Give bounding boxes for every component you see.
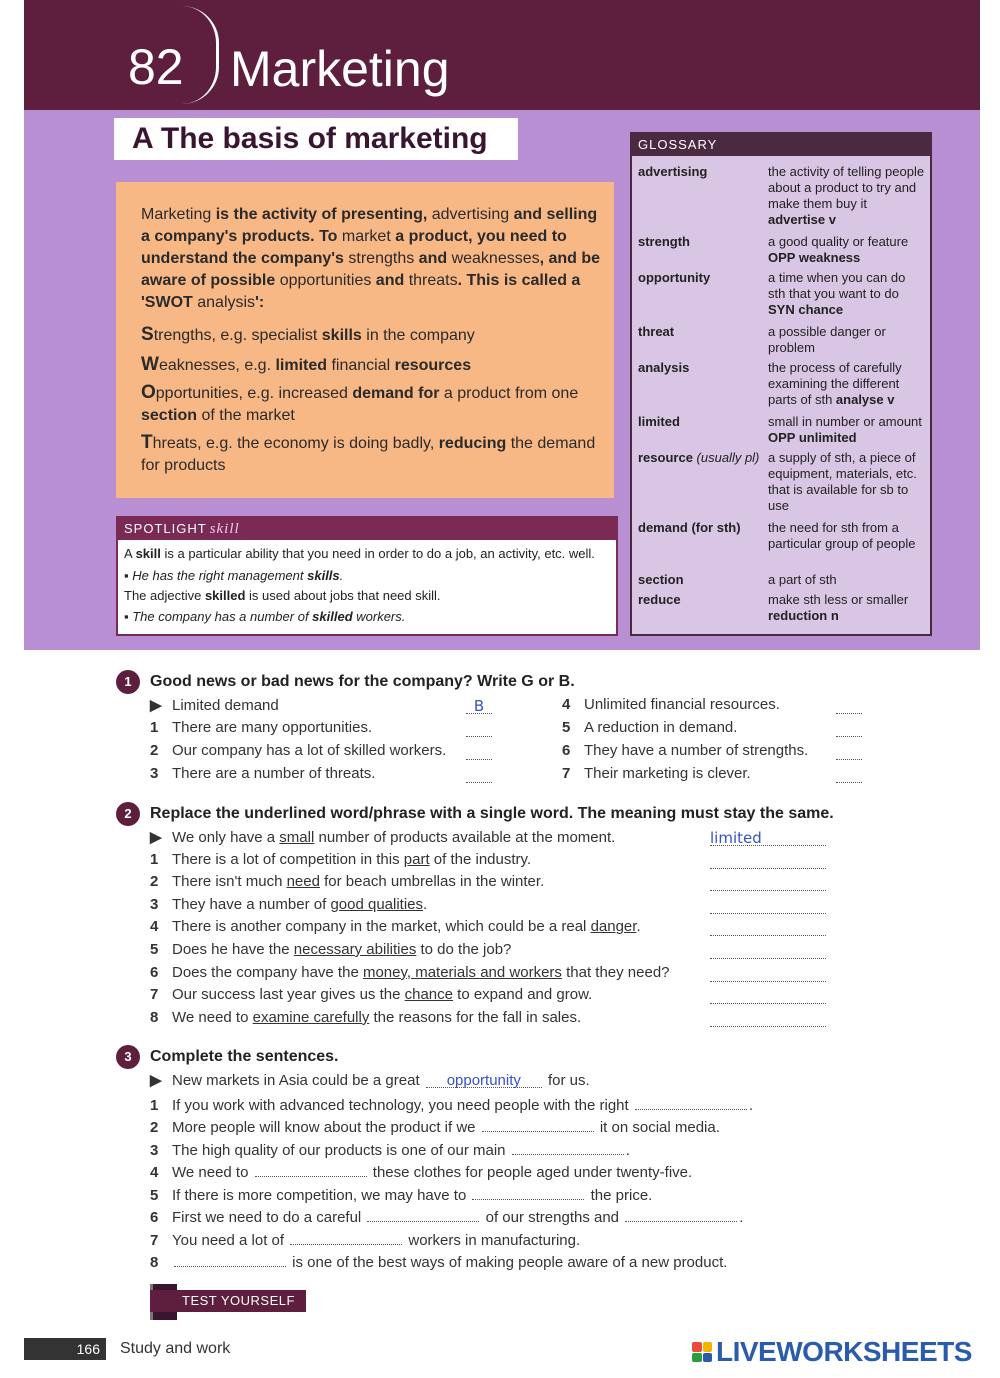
- item-number: 1: [150, 850, 159, 868]
- ex1-item: [150, 719, 372, 736]
- item-text: They have a number of strengths.: [584, 742, 809, 759]
- spotlight-text: The adjective: [124, 588, 205, 603]
- item-text: A reduction in demand.: [584, 719, 738, 736]
- ex1-answer-field[interactable]: [836, 720, 862, 737]
- glossary-definition: [768, 450, 926, 514]
- ex2-answer-field[interactable]: [710, 897, 826, 914]
- bullet-icon: ▪: [124, 609, 133, 624]
- item-number: 6: [562, 742, 571, 759]
- glossary-term-word: advertising: [638, 164, 708, 179]
- swot-text: section: [141, 407, 198, 424]
- ex2-item: [150, 851, 531, 868]
- ex3-item: [150, 1206, 743, 1226]
- item-text: We need to: [172, 1164, 253, 1181]
- ex3-answer-field[interactable]: [635, 1094, 747, 1110]
- item-text: There isn't much: [172, 873, 287, 891]
- swot-text: resources: [394, 357, 472, 374]
- underlined-phrase: need: [286, 873, 320, 891]
- glossary-definition-text: the activity of telling people about a product to try and make them buy it: [768, 164, 925, 211]
- item-text: There is another company in the market, which could be a real: [172, 918, 591, 936]
- ex1-answer-field[interactable]: [466, 720, 492, 737]
- item-text: There are many opportunities.: [172, 719, 373, 736]
- underlined-phrase: money, materials and workers: [362, 963, 562, 981]
- item-number: 1: [150, 1096, 159, 1114]
- swot-text: hreats, e.g. the economy is doing badly,: [152, 435, 439, 452]
- item-text: for beach umbrellas in the winter.: [319, 873, 545, 891]
- item-text: workers in manufacturing.: [404, 1231, 581, 1249]
- ex1-item: [150, 765, 375, 782]
- spotlight-example-1: [124, 568, 612, 583]
- glossary-definition: [768, 572, 926, 588]
- intro-text: weaknesses: [451, 250, 540, 267]
- swot-text: financial: [327, 357, 395, 374]
- underlined-phrase: chance: [404, 986, 453, 1004]
- glossary-definition-text: a supply of sth, a piece of equipment, materials, etc. that is available for sb to use: [768, 450, 917, 513]
- swot-letter: W: [141, 354, 159, 375]
- spotlight-text: The company has a number of: [132, 609, 313, 624]
- glossary-term-word: resource: [638, 450, 693, 465]
- swot-letter: O: [141, 382, 156, 403]
- item-text: If there is more competition, we may have to: [172, 1186, 471, 1204]
- ex3-answer-field[interactable]: [290, 1229, 402, 1245]
- ex1-item: [562, 696, 780, 713]
- item-text: of our strengths and: [481, 1209, 624, 1226]
- intro-text: strengths: [348, 250, 415, 267]
- item-number: 8: [150, 1254, 159, 1271]
- ex3-answer-field[interactable]: [512, 1139, 624, 1155]
- spotlight-text: workers.: [352, 609, 406, 624]
- intro-box: [116, 182, 614, 498]
- intro-text: and selling a company's products. To: [141, 206, 598, 245]
- ex1-answer-field[interactable]: [836, 743, 862, 760]
- item-number: 2: [150, 873, 159, 891]
- glossary-term-word: demand (for sth): [638, 520, 741, 535]
- glossary-definition: [768, 592, 926, 624]
- glossary-term: [638, 572, 768, 588]
- exercise-2-title: Replace the underlined word/phrase with a single word. The meaning must stay the same.: [150, 805, 834, 822]
- item-text: More people will know about the product if we: [172, 1119, 480, 1136]
- unit-title: Marketing: [230, 41, 450, 97]
- item-text: is one of the best ways of making people aware of a new product.: [288, 1254, 728, 1271]
- intro-text: a product, you need to understand the company's: [141, 228, 567, 267]
- ex2-answer-field[interactable]: [710, 942, 826, 959]
- item-number: ▶: [150, 829, 162, 846]
- glossary-definition: [768, 414, 926, 446]
- spotlight-text: skill: [135, 546, 161, 561]
- unit-number: 82: [128, 39, 184, 95]
- glossary-term-word: analysis: [638, 360, 690, 375]
- intro-text: Marketing: [141, 206, 212, 223]
- ex1-answer-field[interactable]: [466, 766, 492, 783]
- section-a-heading: A The basis of marketing: [114, 118, 518, 160]
- spotlight-text: skilled: [312, 609, 353, 624]
- ex3-answer-field[interactable]: [174, 1251, 286, 1267]
- ex3-answer-field[interactable]: [482, 1116, 594, 1132]
- item-number: 7: [150, 1231, 159, 1249]
- item-number: 4: [562, 696, 571, 713]
- spotlight-text: is a particular ability that you need in order to do a job, an activity, etc. well.: [160, 546, 595, 561]
- glossary-term: [638, 520, 768, 536]
- item-text: .: [423, 895, 428, 913]
- ex2-answer-field[interactable]: [710, 965, 826, 982]
- ex1-answer-field[interactable]: B: [466, 697, 492, 714]
- item-text: We only have a: [172, 829, 280, 846]
- ex2-answer-field[interactable]: [710, 852, 826, 869]
- intro-text: ':: [255, 294, 265, 311]
- glossary-definition: [768, 520, 926, 552]
- glossary-definition: [768, 164, 926, 228]
- page-number: 166: [24, 1338, 106, 1360]
- ex2-item: [150, 896, 427, 913]
- glossary-term: [638, 360, 768, 376]
- exercise-3-number: 3: [116, 1045, 140, 1069]
- glossary-term-word: reduce: [638, 592, 681, 607]
- ex2-item: [150, 1009, 581, 1026]
- intro-paragraph: [141, 204, 601, 314]
- spotlight-adjective-note: [124, 588, 612, 603]
- ex3-answer-field[interactable]: [367, 1206, 479, 1222]
- glossary-term-word: limited: [638, 414, 680, 429]
- intro-text: market: [341, 228, 391, 245]
- test-yourself-button[interactable]: TEST YOURSELF: [150, 1290, 306, 1312]
- item-number: 1: [150, 719, 159, 736]
- glossary-term: [638, 324, 768, 340]
- intro-text: analysis: [197, 294, 256, 311]
- item-number: 3: [150, 1141, 159, 1159]
- intro-text: . This is called a 'SWOT: [141, 272, 581, 311]
- glossary-term: [638, 592, 768, 608]
- spotlight-text: .: [339, 568, 344, 583]
- swot-letter: S: [141, 324, 154, 345]
- item-text: First we need to do a careful: [172, 1209, 366, 1226]
- item-number: 5: [562, 719, 571, 736]
- glossary-term-word: section: [638, 572, 684, 587]
- intro-text: advertising: [431, 206, 510, 223]
- exercise-1-number: 1: [116, 670, 140, 694]
- underlined-phrase: part: [403, 850, 430, 868]
- glossary-header: GLOSSARY: [632, 134, 930, 156]
- ex3-item: [150, 1094, 753, 1114]
- glossary-related-word: reduction n: [768, 608, 839, 623]
- swot-text: of the market: [197, 407, 295, 424]
- exercise-1-title: Good news or bad news for the company? Write G or B.: [150, 673, 575, 690]
- exercise-3-title: Complete the sentences.: [150, 1048, 339, 1065]
- ex1-item: [562, 742, 808, 759]
- ex2-answer-field[interactable]: [710, 987, 826, 1004]
- ex2-item: [150, 986, 592, 1003]
- swot-text: reducing: [438, 435, 507, 452]
- bullet-icon: ▪: [124, 568, 133, 583]
- swot-text: eaknesses, e.g.: [158, 357, 276, 374]
- glossary-definition-text: make sth less or smaller: [768, 592, 909, 607]
- item-text: Does the company have the: [172, 963, 363, 981]
- glossary-related-word: SYN chance: [768, 302, 844, 317]
- item-text: .: [625, 1141, 630, 1159]
- item-text: We need to: [172, 1008, 253, 1026]
- swot-text: in the company: [361, 327, 475, 344]
- item-number: 3: [150, 765, 159, 782]
- glossary-definition-text: the need for sth from a particular group of people: [768, 520, 916, 551]
- item-number: 7: [562, 765, 571, 782]
- item-text: Our company has a lot of skilled workers.: [172, 742, 447, 759]
- ex1-answer-field[interactable]: [836, 766, 862, 783]
- ex2-item: [150, 941, 511, 958]
- item-number: 3: [150, 895, 159, 913]
- spotlight-text: skilled: [204, 588, 246, 603]
- ex1-item: [562, 719, 737, 736]
- underlined-phrase: small: [279, 829, 315, 846]
- underlined-phrase: examine carefully: [252, 1008, 370, 1026]
- glossary-definition-text: a possible danger or problem: [768, 324, 886, 355]
- item-text: it on social media.: [595, 1119, 720, 1136]
- swot-text: trengths, e.g. specialist: [153, 327, 322, 344]
- item-text: There is a lot of competition in this: [172, 850, 404, 868]
- item-text: the reasons for the fall in sales.: [369, 1008, 582, 1026]
- glossary-definition: [768, 324, 926, 356]
- item-text: .: [636, 918, 641, 936]
- ex1-item: [562, 765, 751, 782]
- glossary-term-word: opportunity: [638, 270, 711, 285]
- glossary-related-word: OPP unlimited: [768, 430, 857, 445]
- ex3-item: [150, 1251, 727, 1271]
- ex1-item: [150, 696, 279, 714]
- swot-letter: T: [141, 432, 153, 453]
- ex1-answer-field[interactable]: [466, 743, 492, 760]
- swot-item: [141, 432, 601, 477]
- glossary-term-word: threat: [638, 324, 675, 339]
- footer-section: Study and work: [120, 1340, 231, 1357]
- spotlight-text: is used about jobs that need skill.: [245, 588, 441, 603]
- ex3-item: [150, 1184, 652, 1204]
- item-text: Does he have the: [172, 941, 294, 958]
- intro-text: opportunities: [279, 272, 372, 289]
- ex2-item: [150, 918, 641, 935]
- glossary-related-word: advertise v: [768, 212, 836, 227]
- intro-text: and: [371, 272, 409, 289]
- ex3-item: [150, 1161, 692, 1181]
- item-number: 6: [150, 1209, 159, 1226]
- glossary-term: [638, 164, 768, 180]
- glossary-term: [638, 234, 768, 250]
- spotlight-example-2: [124, 609, 612, 624]
- ex3-answer-field[interactable]: [472, 1184, 584, 1200]
- glossary-term: [638, 414, 768, 430]
- item-text: number of products available at the moment.: [314, 829, 616, 846]
- intro-text: is the activity of presenting,: [211, 206, 432, 223]
- glossary-term-note: (usually pl): [692, 450, 760, 465]
- item-text: the price.: [586, 1186, 653, 1204]
- item-text: They have a number of: [172, 895, 331, 913]
- swot-text: skills: [321, 327, 362, 344]
- item-number: ▶: [150, 697, 162, 714]
- spotlight-definition: [124, 546, 612, 561]
- item-text: Unlimited financial resources.: [584, 696, 780, 713]
- item-number: 2: [150, 742, 159, 759]
- ex3-item: [150, 1116, 720, 1136]
- ex1-answer-field[interactable]: [836, 697, 862, 714]
- glossary-definition: [768, 360, 926, 408]
- spotlight-text: skills: [307, 568, 340, 583]
- item-number: 4: [150, 918, 159, 936]
- spotlight-text: A: [124, 546, 136, 561]
- swot-text: demand for: [352, 385, 440, 402]
- swot-item: [141, 382, 601, 427]
- ex1-item: [150, 742, 446, 759]
- ex2-answer-field[interactable]: limited: [710, 829, 826, 846]
- ex2-item: [150, 873, 544, 890]
- glossary-term-word: strength: [638, 234, 690, 249]
- swot-text: limited: [275, 357, 328, 374]
- spotlight-text: He has the right management: [132, 568, 308, 583]
- item-number: 2: [150, 1119, 159, 1136]
- item-text: Our success last year gives us the: [172, 986, 405, 1004]
- intro-text: , and be aware of possible: [141, 250, 601, 289]
- glossary-definition-text: a time when you can do sth that you want to do: [768, 270, 906, 301]
- item-text: You need a lot of: [172, 1231, 289, 1249]
- swot-text: a product from one: [439, 385, 579, 402]
- ex3-answer-field[interactable]: [255, 1161, 367, 1177]
- item-text: Their marketing is clever.: [584, 765, 751, 782]
- swot-item: [141, 354, 601, 377]
- item-number: 7: [150, 986, 159, 1004]
- item-text: that they need?: [561, 963, 670, 981]
- glossary-definition-text: small in number or amount: [768, 414, 922, 429]
- item-text: for us.: [543, 1072, 590, 1089]
- item-number: ▶: [150, 1072, 162, 1089]
- swot-text: the demand for products: [141, 435, 596, 474]
- underlined-phrase: necessary abilities: [293, 941, 417, 958]
- swot-text: pportunities, e.g. increased: [155, 385, 353, 402]
- item-text: of the industry.: [429, 850, 532, 868]
- ex2-item: [150, 828, 615, 846]
- item-text: to expand and grow.: [452, 986, 593, 1004]
- ex3-answer-field[interactable]: opportunity: [426, 1072, 542, 1088]
- item-number: 6: [150, 963, 159, 981]
- spotlight-box: [116, 516, 618, 636]
- item-text: There are a number of threats.: [172, 765, 376, 782]
- item-text: to do the job?: [416, 941, 512, 958]
- intro-text: threats: [408, 272, 458, 289]
- underlined-phrase: good qualities: [330, 895, 424, 913]
- glossary-related-word: OPP weakness: [768, 250, 861, 265]
- item-text: .: [739, 1209, 744, 1226]
- liveworksheets-logo-icon: [692, 1342, 712, 1362]
- exercise-2-number: 2: [116, 802, 140, 826]
- glossary-related-word: analyse v: [835, 392, 895, 407]
- item-text: New markets in Asia could be a great: [172, 1072, 424, 1089]
- glossary-panel: [630, 132, 932, 636]
- swot-item: [141, 324, 601, 347]
- intro-text: and: [414, 250, 452, 267]
- ex2-answer-field[interactable]: [710, 1010, 826, 1027]
- item-text: Limited demand: [172, 697, 279, 714]
- item-number: 5: [150, 1186, 159, 1204]
- ex3-item: [150, 1229, 580, 1249]
- item-text: The high quality of our products is one of our main: [172, 1141, 510, 1159]
- item-text: .: [748, 1096, 754, 1114]
- liveworksheets-brand: LIVEWORKSHEETS: [716, 1336, 972, 1367]
- item-number: 5: [150, 941, 159, 958]
- ex3-item: [150, 1071, 590, 1089]
- glossary-definition-text: a part of sth: [768, 572, 837, 587]
- glossary-definition-text: the process of carefully examining the different parts of sth: [768, 360, 902, 407]
- spotlight-header: SPOTLIGHT skill: [118, 518, 616, 540]
- glossary-term: [638, 270, 768, 286]
- item-text: If you work with advanced technology, you need people with the right: [172, 1096, 633, 1114]
- item-number: 8: [150, 1008, 159, 1026]
- glossary-definition-text: a good quality or feature: [768, 234, 909, 249]
- item-text: these clothes for people aged under twenty-five.: [368, 1164, 693, 1181]
- underlined-phrase: danger: [590, 918, 637, 936]
- ex3-item: [150, 1139, 630, 1159]
- glossary-definition: [768, 270, 926, 318]
- ex2-item: [150, 964, 670, 981]
- glossary-term: [638, 450, 768, 466]
- ex2-answer-field[interactable]: [710, 874, 826, 891]
- item-number: 4: [150, 1164, 159, 1181]
- ex3-answer-field[interactable]: [625, 1206, 737, 1222]
- glossary-definition: [768, 234, 926, 266]
- ex2-answer-field[interactable]: [710, 919, 826, 936]
